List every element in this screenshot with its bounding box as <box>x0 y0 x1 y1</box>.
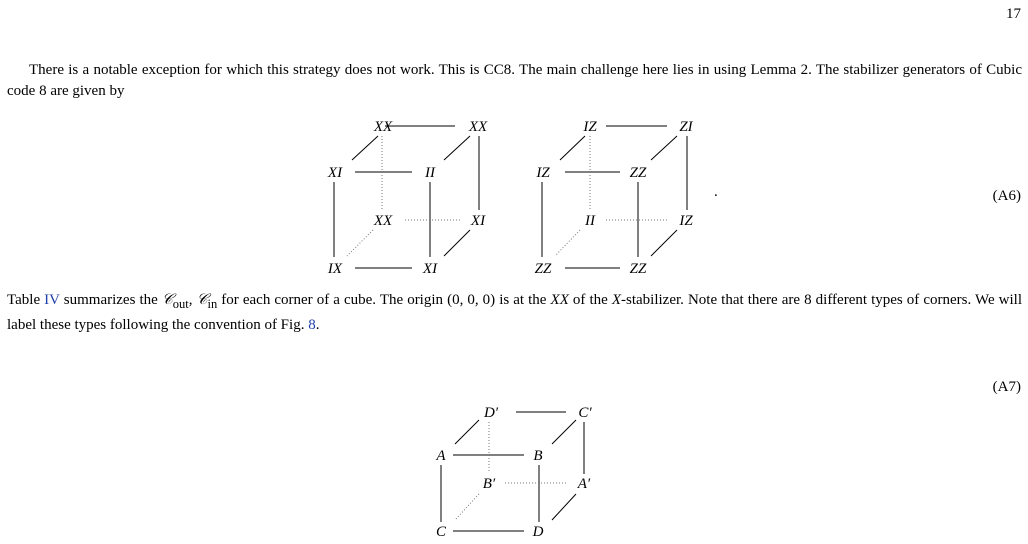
corner-label: XX <box>468 119 488 135</box>
text-run: for each corner of a cube. The origin (0, 0, 0) is at the <box>217 292 551 308</box>
corner-label: B′ <box>482 476 496 492</box>
paragraph-1: There is a notable exception for which this strategy does not work. This is CC8. The main challenge here lies in using Lemma 2. The stabilizer generators of Cubic code 8 are given by <box>7 62 1022 99</box>
math-c: 𝒞 <box>196 292 208 308</box>
corner-label: XI <box>327 165 343 181</box>
corner-label: ZI <box>679 119 693 135</box>
text-run: -stabilizer. Note that there are 8 different types of corners. We will label these types following the convention of Fig. <box>7 292 1022 333</box>
text-run: Table <box>7 292 45 308</box>
corner-label: XI <box>422 261 438 277</box>
cube-edge <box>352 136 378 160</box>
equation-number-a6: (A6) <box>992 188 1021 204</box>
equation-period: . <box>714 184 718 200</box>
text-run: of the <box>568 292 612 308</box>
text-run: . <box>315 317 320 333</box>
cube-edge <box>552 420 576 444</box>
cube-edge <box>651 230 677 256</box>
corner-label: C′ <box>578 405 592 421</box>
cube-edge <box>455 420 479 444</box>
paragraph-2 <box>7 290 1022 336</box>
subscript: out <box>172 297 189 311</box>
cube-edge-hidden <box>555 230 580 256</box>
cube-edge <box>552 494 576 520</box>
corner-label: ZZ <box>629 261 647 277</box>
corner-label: IZ <box>536 165 550 181</box>
cube-edge <box>560 136 585 160</box>
corner-label: XI <box>470 213 486 229</box>
corner-label: XX <box>373 213 393 229</box>
text-run: , <box>188 292 197 308</box>
cube-edge <box>444 230 470 256</box>
corner-label: ZZ <box>629 165 647 181</box>
corner-label: D <box>532 524 544 540</box>
corner-label: B <box>533 448 543 464</box>
corner-label: C <box>435 524 447 540</box>
equation-number-a7: (A7) <box>992 379 1021 395</box>
subscript: in <box>207 297 218 311</box>
corner-label: IZ <box>583 119 597 135</box>
cube-edge <box>444 136 470 160</box>
corner-label: ZZ <box>534 261 552 277</box>
page-number: 17 <box>1006 6 1021 22</box>
cube-edge-hidden <box>347 230 373 256</box>
corner-label: IX <box>327 261 343 277</box>
corner-label: D′ <box>483 405 499 421</box>
math-xx: XX <box>550 292 569 308</box>
corner-label: II <box>425 165 435 181</box>
cube-edge <box>651 136 677 160</box>
corner-label: IZ <box>679 213 693 229</box>
corner-label: XX <box>373 119 393 135</box>
math-x: X <box>611 292 622 308</box>
figure-reference-link[interactable]: 8 <box>308 317 316 333</box>
text-run: summarizes the <box>59 292 162 308</box>
math-c: 𝒞 <box>161 292 173 308</box>
corner-label: A <box>436 448 446 464</box>
table-reference-link[interactable]: IV <box>44 292 60 308</box>
corner-label: A′ <box>577 476 591 492</box>
corner-label: II <box>585 213 595 229</box>
cube-edge-hidden <box>455 494 479 520</box>
